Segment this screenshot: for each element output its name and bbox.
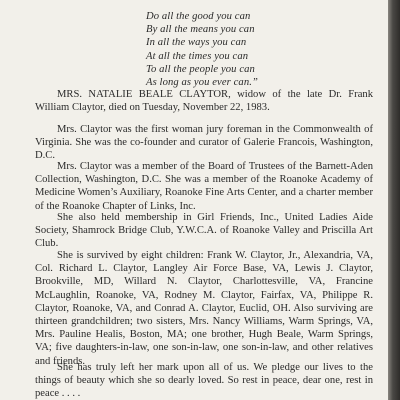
jury-foreman-paragraph: Mrs. Claytor was the first woman jury foreman in the Commonwealth of Virginia. She was the co-founder and curator of Galerie Francois, Washington, D.C. [35,124,373,162]
poem-line: Do all the good you can [146,11,251,22]
survivors-paragraph: She is survived by eight children: Frank W. Claytor, Jr., Alexandria, VA, Col. Richard L. Claytor, Langley Air Force Base, VA, Lewis J. Claytor, Brookville, MD, Willard N. Claytor, Charlottesville, VA, Francine McLaughlin, Roanoke, VA, Rodney M. Claytor, Fairfax, VA, Philippe R. Claytor, Roanoke, VA, and Conrad A. Claytor, Euclid, OH. Also surviving are thirteen grandchildren; two sisters, Mrs. Nancy Williams, Warm Springs, VA, Mrs. Pauline Healis, Boston, MA; one brother, Hugh Beale, Warm Springs, VA; five daughters-in-law, one son-in-law, one son-in-law, and other relatives and friends. [35,250,373,367]
poem-line: To all the people you can [146,63,255,75]
obituary-intro-paragraph: MRS. NATALIE BEALE CLAYTOR, widow of the late Dr. Frank William Claytor, died on Tuesday, November 22, 1983. [35,89,373,114]
poem-stanza [146,10,386,89]
poem-line: By all the means you can [146,24,255,36]
club-membership-paragraph: She also held membership in Girl Friends, Inc., United Ladies Aide Society, Shamrock Bridge Club, Y.W.C.A. of Roanoke Valley and Priscilla Art Club. [35,212,373,250]
board-membership-paragraph: Mrs. Claytor was a member of the Board of Trustees of the Barnett-Aden Collection, Washington, D.C. She was a member of the Roanoke Academy of Medicine Women’s Auxiliary, Roanoke Fine Arts Center, and a charter member of the Roanoke Chapter of Links, Inc. [35,161,373,212]
page-edge-shadow [388,0,400,400]
closing-paragraph: She has truly left her mark upon all of us. We pledge our lives to the things of beauty which she so dearly loved. So rest in peace, dear one, rest in peace . . . . [35,362,373,400]
poem-line: As long as you ever can.” [146,77,258,89]
poem-line: At all the times you can [146,50,249,62]
poem-line: In all the ways you can [146,37,247,49]
